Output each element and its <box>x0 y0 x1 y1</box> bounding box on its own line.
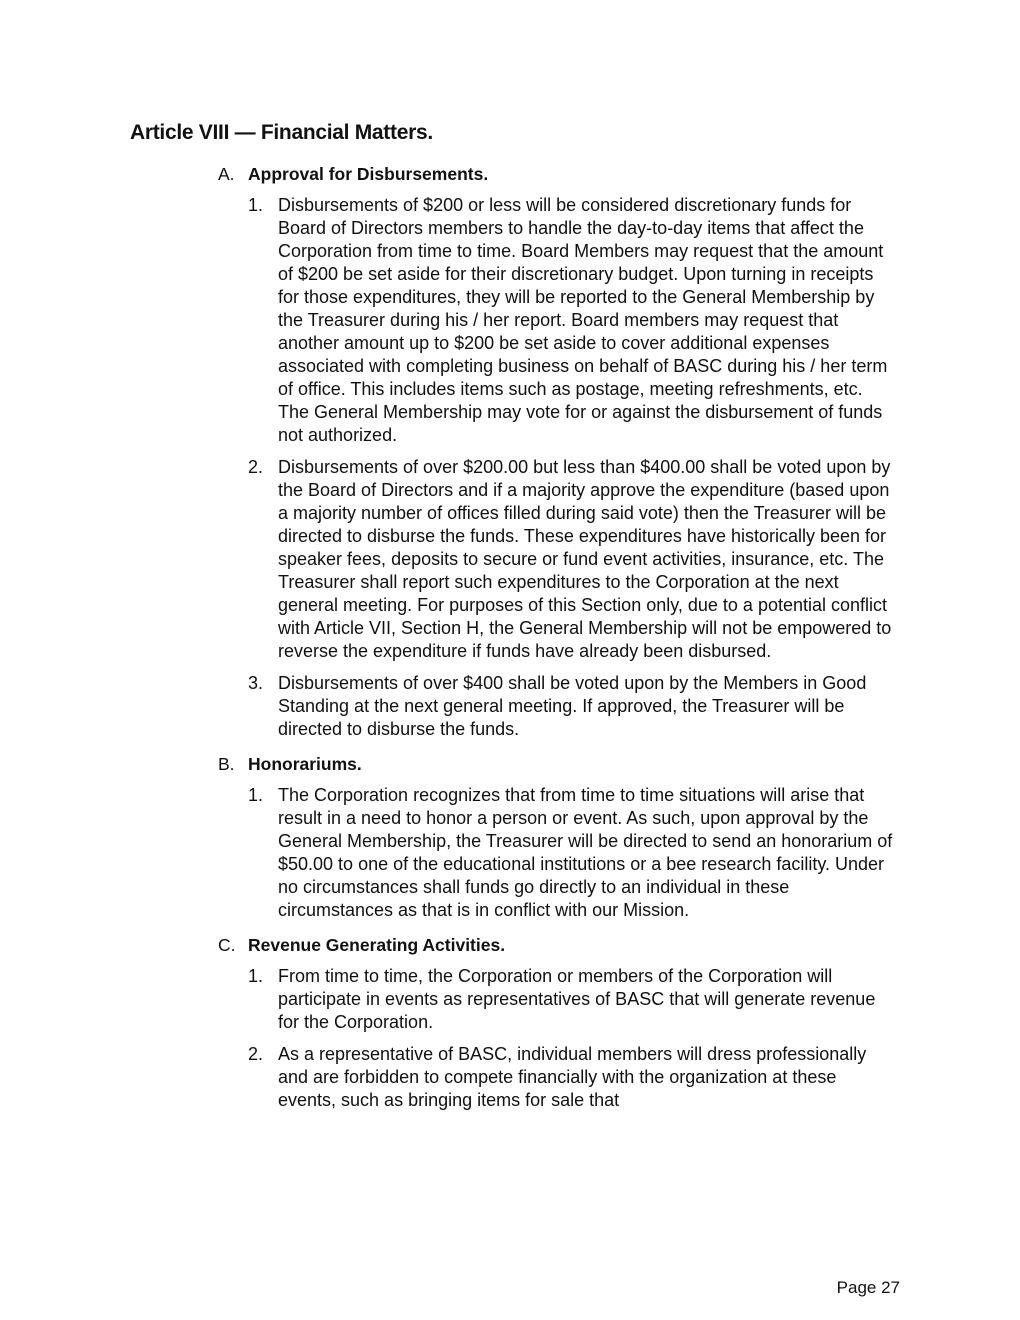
section-heading: Honorariums. <box>248 754 362 774</box>
list-item <box>248 965 898 1034</box>
page-number: Page 27 <box>836 1278 900 1297</box>
item-number: 2. <box>248 1044 264 1064</box>
section-heading: Revenue Generating Activities. <box>248 935 506 955</box>
item-number: 1. <box>248 785 264 805</box>
item-text: Disbursements of $200 or less will be considered discretionary funds for Board of Directors members to handle the day-to-day items that affect the Corporation from time to time. Board Members may request that the amount of $200 be set aside for their discretionary budget. Upon turning in receipts for those expenditures, they will be reported to the General Membership by the Treasurer during his / her report. Board members may request that another amount up to $200 be set aside to cover additional expenses associated with completing business on behalf of BASC during his / her term of office. This includes items such as postage, meeting refreshments, etc. The General Membership may vote for or against the disbursement of funds not authorized. <box>278 195 888 445</box>
item-text: Disbursements of over $200.00 but less than $400.00 shall be voted upon by the Board of Directors and if a majority approve the expenditure (based upon a majority number of offices filled during said vote) then the Treasurer will be directed to disburse the funds. These expenditures have historically been for speaker fees, deposits to secure or fund event activities, insurance, etc. The Treasurer shall report such expenditures to the Corporation at the next general meeting. For purposes of this Section only, due to a potential conflict with Article VII, Section H, the General Membership will not be empowered to reverse the expenditure if funds have already been disbursed. <box>278 457 892 661</box>
list-item <box>248 194 898 447</box>
list-item <box>248 1043 898 1112</box>
section-letter: A. <box>218 164 235 184</box>
section-letter: C. <box>218 935 236 955</box>
item-number: 1. <box>248 195 264 215</box>
item-text: As a representative of BASC, individual members will dress professionally and are forbidden to compete financially with the organization at these events, such as bringing items for sale that <box>278 1044 867 1110</box>
item-text: From time to time, the Corporation or members of the Corporation will participate in events as representatives of BASC that will generate revenue for the Corporation. <box>278 966 876 1032</box>
item-text: The Corporation recognizes that from time to time situations will arise that result in a need to honor a person or event. As such, upon approval by the General Membership, the Treasurer will be directed to send an honorarium of $50.00 to one of the educational institutions or a bee research facility. Under no circumstances shall funds go directly to an individual in these circumstances as that is in conflict with our Mission. <box>278 785 893 920</box>
article-body <box>218 163 898 1124</box>
section-approval-disbursements <box>218 163 898 741</box>
list-item <box>248 456 898 663</box>
section-revenue-activities <box>218 934 898 1112</box>
item-text: Disbursements of over $400 shall be voted upon by the Members in Good Standing at the next general meeting. If approved, the Treasurer will be directed to disburse the funds. <box>278 673 867 739</box>
item-number: 3. <box>248 673 264 693</box>
list-item <box>248 784 898 922</box>
item-number: 2. <box>248 457 264 477</box>
item-number: 1. <box>248 966 264 986</box>
section-honorariums <box>218 753 898 922</box>
article-title: Article VIII — Financial Matters. <box>130 121 433 144</box>
section-letter: B. <box>218 754 235 774</box>
section-heading: Approval for Disbursements. <box>248 164 489 184</box>
list-item <box>248 672 898 741</box>
